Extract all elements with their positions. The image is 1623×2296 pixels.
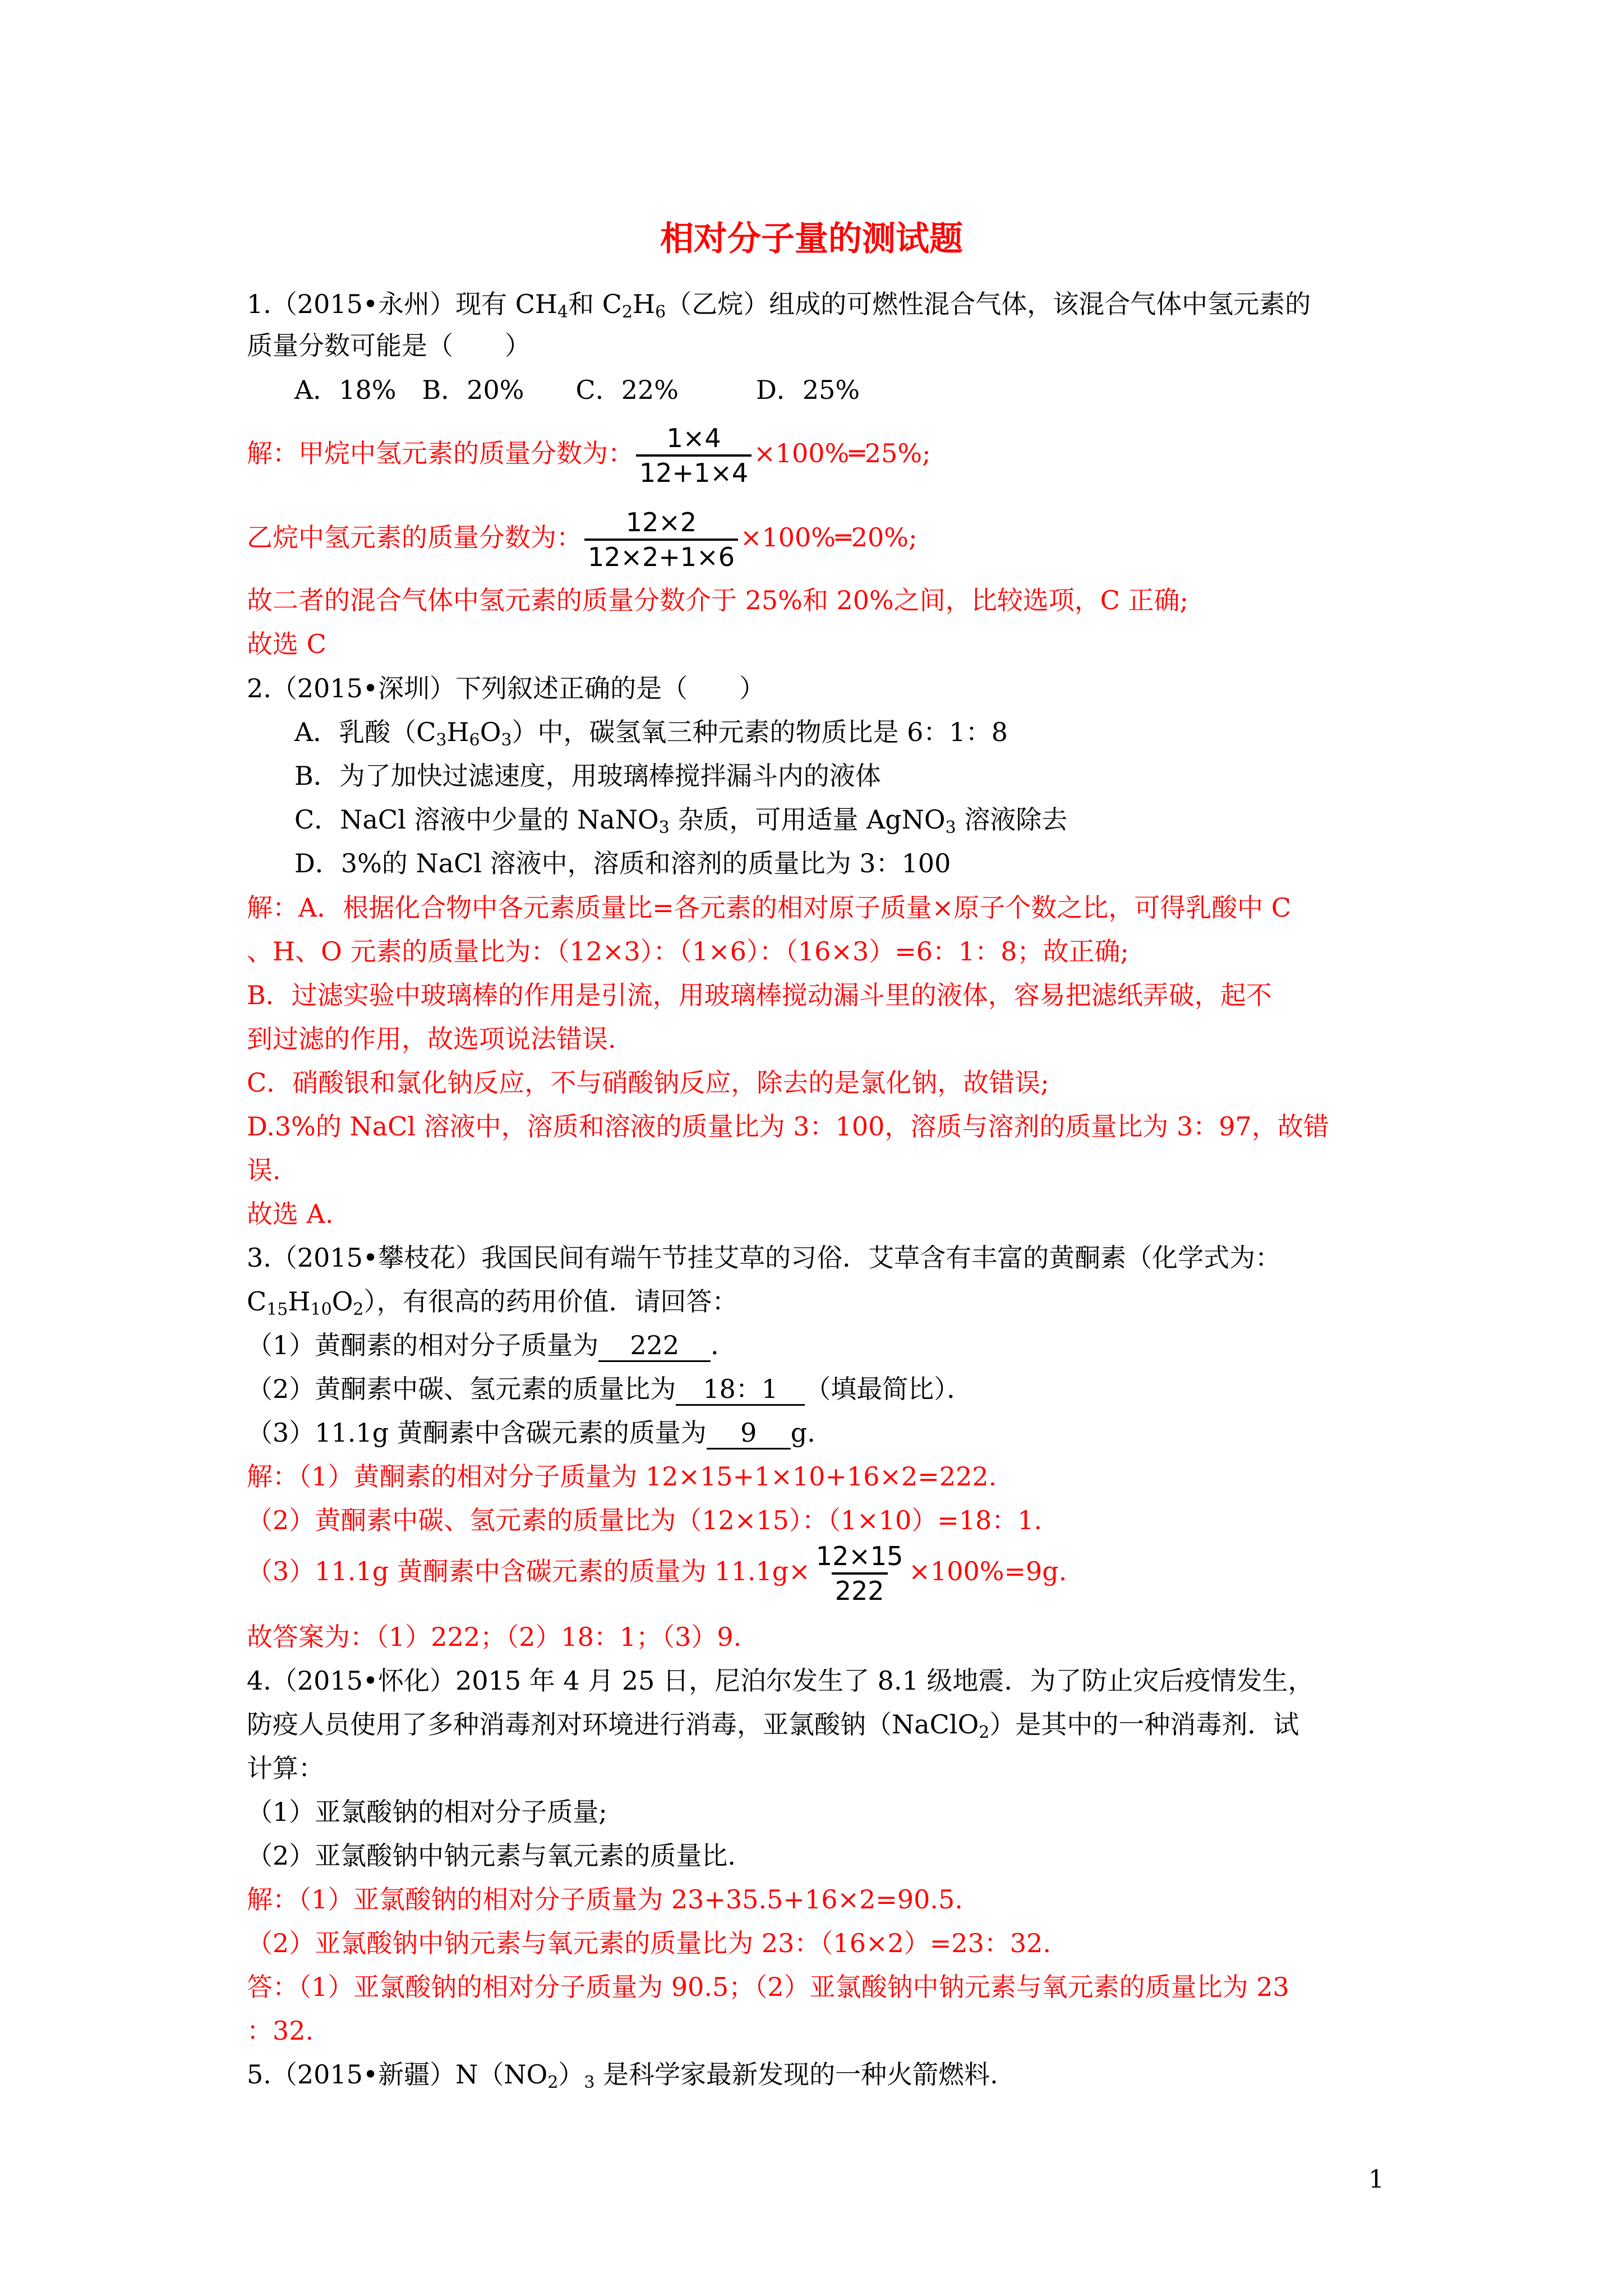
q2-solution-a-line2: 、H、O 元素的质量比为：（12×3）：（1×6）：（16×3）=6：1：8；故正确; bbox=[247, 936, 1129, 967]
q3-part3: （3）11.1g 黄酮素中含碳元素的质量为 9 g. bbox=[247, 1416, 1391, 1450]
q2-stem: 2.（2015•深圳）下列叙述正确的是（ ） bbox=[247, 673, 766, 703]
q4-solution-2: （2）亚氯酸钠中钠元素与氧元素的质量比为 23：（16×2）=23：32. bbox=[247, 1928, 1051, 1958]
q1-answer: 故选 C bbox=[247, 629, 326, 659]
page-number: 1 bbox=[1368, 2165, 1384, 2194]
q4-part2: （2）亚氯酸钠中钠元素与氧元素的质量比. bbox=[247, 1841, 736, 1871]
q3-answer: 故答案为：（1）222；（2）18：1；（3）9. bbox=[247, 1622, 742, 1652]
q4-answer-line1: 答：（1）亚氯酸钠的相对分子质量为 90.5；（2）亚氯酸钠中钠元素与氧元素的质量比为 23 bbox=[247, 1972, 1289, 2002]
q3-solution-3: （3）11.1g 黄酮素中含碳元素的质量为 11.1g× $\frac{12\times 15}{222}$ ×100%=9g. bbox=[247, 1541, 1067, 1606]
q3-part2-answer: 18：1 bbox=[676, 1374, 805, 1406]
fraction: $\frac{1\times 4}{12+1\times 4}$ bbox=[636, 422, 751, 489]
q2-option-c: C．NaCl 溶液中少量的 NaNO$_3$ 杂质，可用适量 AgNO$_3$ 溶液除去 bbox=[294, 804, 1068, 838]
q3-part2: （2）黄酮素中碳、氢元素的质量比为 18：1 （填最简比）． bbox=[247, 1372, 1391, 1406]
q2-solution-d-line1: D.3%的 NaCl 溶液中，溶质和溶液的质量比为 3：100，溶质与溶剂的质量比为 3：97，故错 bbox=[247, 1111, 1329, 1142]
q1-solution-ethane: 乙烷中氢元素的质量分数为： $\frac{12\times 2}{12\times 2+1\times 6}$ ×100%═20%; bbox=[247, 507, 917, 572]
q2-solution-b-line1: B．过滤实验中玻璃棒的作用是引流，用玻璃棒搅动漏斗里的液体，容易把滤纸弄破，起不 bbox=[247, 980, 1272, 1010]
q2-solution-a-line1: 解：A．根据化合物中各元素质量比=各元素的相对原子质量×原子个数之比，可得乳酸中 C bbox=[247, 892, 1292, 923]
q3-solution-1: 解：（1）黄酮素的相对分子质量为 12×15+1×10+16×2=222. bbox=[247, 1461, 997, 1492]
q4-solution-1: 解：（1）亚氯酸钠的相对分子质量为 23+35.5+16×2=90.5. bbox=[247, 1884, 963, 1915]
q5-stem: 5.（2015•新疆）$N(NO_2)_3$ 是科学家最新发现的一种火箭燃料. bbox=[247, 2059, 998, 2092]
page-title: 相对分子量的测试题 bbox=[660, 219, 963, 259]
q3-stem-line1: 3.（2015•攀枝花）我国民间有端午节挂艾草的习俗．艾草含有丰富的黄酮素（化学式为： bbox=[247, 1243, 1281, 1273]
q1-options: A．18% B．20% C．22% D．25% bbox=[294, 375, 860, 405]
q3-part1-answer: 222 bbox=[598, 1330, 711, 1362]
q1-stem-line2: 质量分数可能是（ ） bbox=[247, 330, 531, 361]
q4-stem-line2: 防疫人员使用了多种消毒剂对环境进行消毒，亚氯酸钠（NaClO$_2$）是其中的一种消毒剂．试 bbox=[247, 1709, 1299, 1742]
q2-option-b: B．为了加快过滤速度，用玻璃棒搅拌漏斗内的液体 bbox=[294, 761, 881, 791]
q1-stem-line1: 1.（2015•永州）现有 $CH_4$和 $C_2H_6$（乙烷）组成的可燃性混合气体，该混合气体中氢元素的 bbox=[247, 289, 1311, 322]
q3-part1: （1）黄酮素的相对分子质量为 222 ． bbox=[247, 1328, 1391, 1362]
q2-solution-b-line2: 到过滤的作用，故选项说法错误. bbox=[247, 1024, 616, 1054]
fraction: $\frac{12\times 15}{222}$ bbox=[815, 1541, 903, 1606]
fraction: $\frac{12\times 2}{12\times 2+1\times 6}$ bbox=[584, 506, 738, 573]
q2-option-d: D．3%的 NaCl 溶液中，溶质和溶剂的质量比为 3：100 bbox=[294, 848, 951, 878]
q4-stem-line1: 4.（2015•怀化）2015 年 4 月 25 日，尼泊尔发生了 8.1 级地震．为了防止灾后疫情发生， bbox=[247, 1665, 1314, 1696]
q3-stem-line2: $C_{15}H_{10}O_2$），有很高的药用价值．请回答： bbox=[247, 1286, 738, 1319]
q4-answer-line2: ：32. bbox=[247, 2016, 314, 2046]
q3-part3-answer: 9 bbox=[707, 1418, 791, 1450]
q3-solution-2: （2）黄酮素中碳、氢元素的质量比为（12×15）：（1×10）=18：1. bbox=[247, 1505, 1043, 1535]
q4-part1: （1）亚氯酸钠的相对分子质量; bbox=[247, 1797, 607, 1827]
q2-answer: 故选 A. bbox=[247, 1199, 334, 1229]
q4-stem-line3: 计算： bbox=[247, 1753, 324, 1783]
q2-solution-c: C．硝酸银和氯化钠反应，不与硝酸钠反应，除去的是氯化钠，故错误; bbox=[247, 1068, 1049, 1098]
q2-solution-d-line2: 误. bbox=[247, 1155, 281, 1185]
q2-option-a: A．乳酸$(C_3H_6O_3)$中，碳氢氧三种元素的物质比是 6：1：8 bbox=[294, 717, 1008, 750]
q1-solution-methane: 解：甲烷中氢元素的质量分数为： $\frac{1\times 4}{12+1\times 4}$ ×100%═25%; bbox=[247, 423, 931, 488]
q1-solution-conclusion: 故二者的混合气体中氢元素的质量分数介于 25%和 20%之间，比较选项，C 正确; bbox=[247, 585, 1189, 615]
